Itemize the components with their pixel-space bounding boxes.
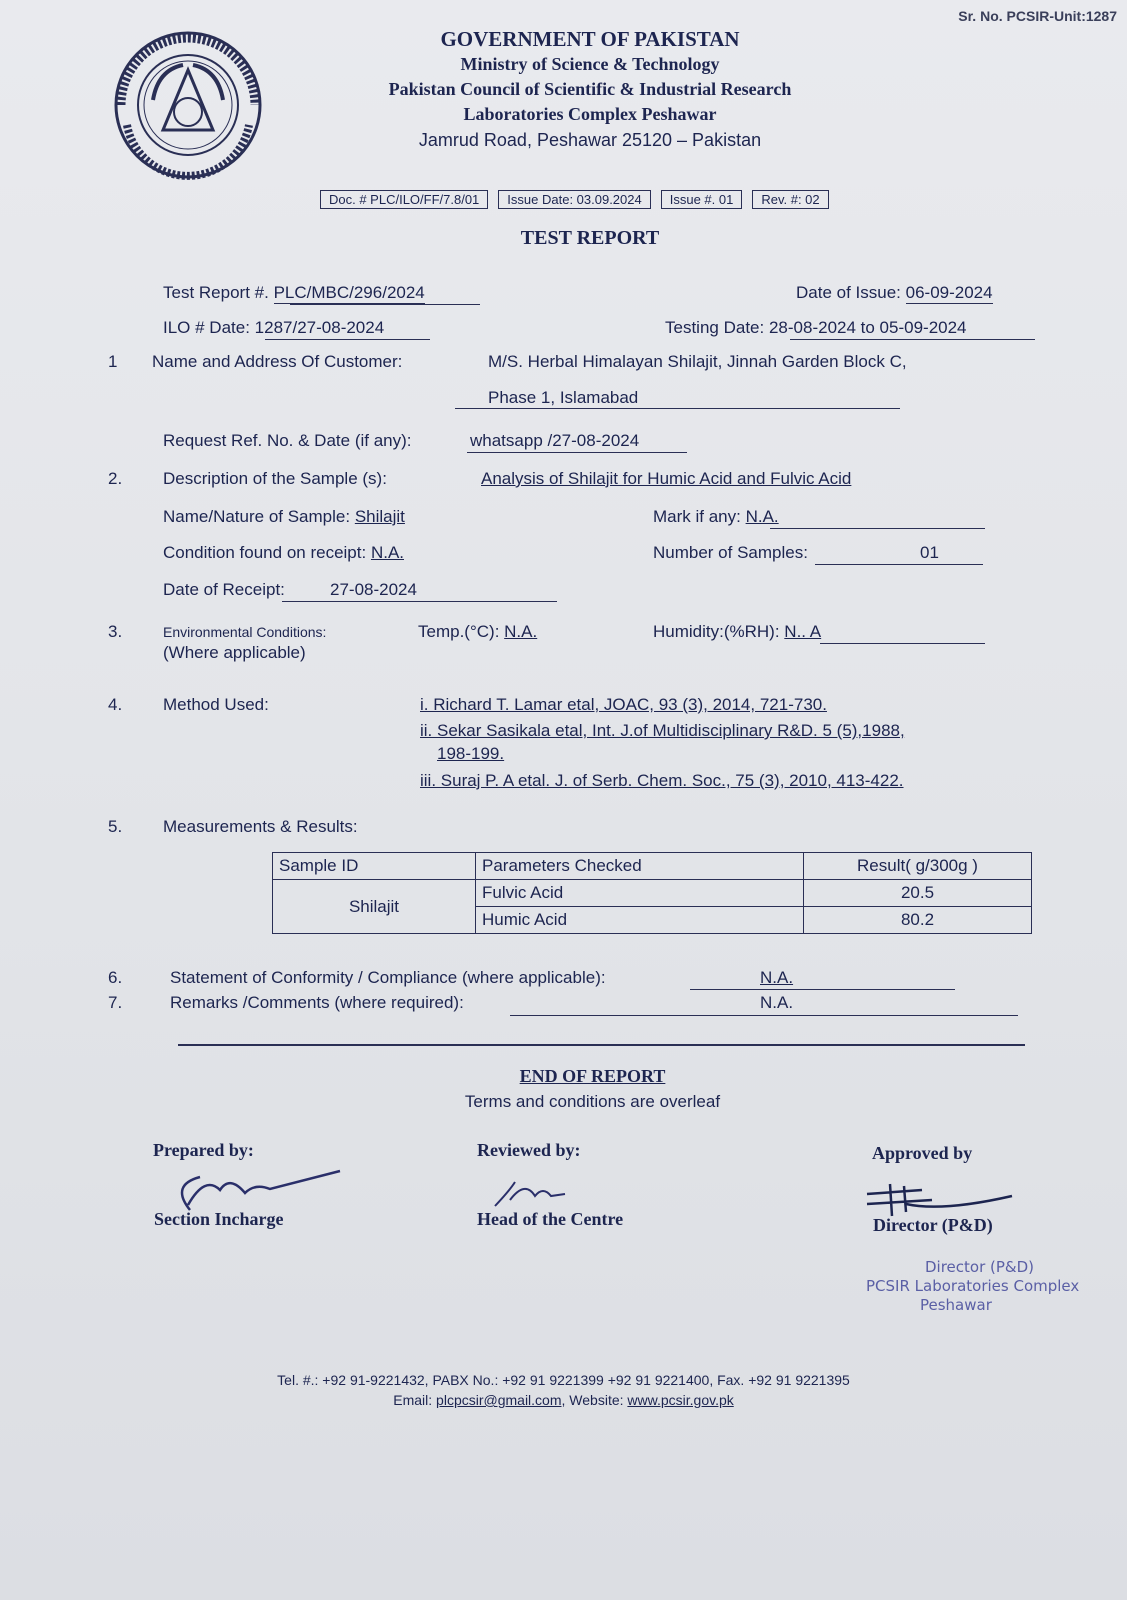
humidity-row: [653, 622, 821, 642]
table-header-row: [273, 853, 1032, 880]
issue-date: Issue Date: 03.09.2024: [498, 190, 650, 209]
method-item: ii. Sekar Sasikala etal, Int. J.of Multidisciplinary R&D. 5 (5),1988,: [420, 721, 905, 740]
header-ministry: Ministry of Science & Technology: [460, 54, 720, 74]
results-table: [272, 852, 1032, 934]
condition-row: [163, 543, 404, 563]
table-row: [273, 880, 1032, 907]
stamp-line: Peshawar: [920, 1296, 992, 1314]
method-item: i. Richard T. Lamar etal, JOAC, 93 (3), 2014, 721-730.: [420, 695, 827, 714]
request-value: whatsapp /27-08-2024: [470, 431, 640, 450]
section-6-number: 6.: [108, 968, 123, 987]
header-lab: Laboratories Complex Peshawar: [463, 104, 717, 124]
testing-date-label: Testing Date:: [665, 318, 765, 337]
document-control-bar: [320, 190, 829, 209]
pcsir-seal-logo: [113, 30, 263, 180]
method-label: Method Used:: [163, 695, 269, 714]
sample-name-label: Name/Nature of Sample:: [163, 507, 351, 526]
result-cell: 20.5: [804, 880, 1032, 907]
date-of-issue: 06-09-2024: [905, 283, 993, 302]
report-number-row: [163, 283, 425, 303]
footer-contact: Tel. #.: +92 91-9221432, PABX No.: +92 91 9221399 +92 91 9221400, Fax. +92 91 9221395: [277, 1372, 850, 1388]
reviewed-by-label: Reviewed by:: [477, 1140, 581, 1160]
stamp-line: Director (P&D): [925, 1258, 1035, 1276]
customer-name: M/S. Herbal Himalayan Shilajit, Jinnah Garden Block C,: [488, 352, 907, 371]
testing-date-row: [665, 318, 967, 338]
environmental-label: Environmental Conditions:: [163, 624, 327, 640]
ilo-value: 1287/27-08-2024: [254, 318, 385, 337]
terms-note: Terms and conditions are overleaf: [464, 1092, 721, 1111]
prepared-signature: [160, 1165, 350, 1215]
report-number-label: Test Report #.: [163, 283, 269, 302]
customer-address: Phase 1, Islamabad: [488, 388, 639, 407]
section-4-number: 4.: [108, 695, 123, 714]
sample-description-label: Description of the Sample (s):: [163, 469, 387, 488]
website-link[interactable]: www.pcsir.gov.pk: [627, 1392, 734, 1408]
doc-number: Doc. # PLC/ILO/FF/7.8/01: [320, 190, 488, 209]
sample-name: Shilajit: [354, 507, 405, 526]
header-result: Result( g/300g ): [804, 853, 1032, 880]
sample-description: Analysis of Shilajit for Humic Acid and Fulvic Acid: [481, 469, 852, 488]
section-7-number: 7.: [108, 993, 123, 1012]
issue-number: Issue #. 01: [661, 190, 743, 209]
header-parameters: Parameters Checked: [476, 853, 804, 880]
stamp-line: PCSIR Laboratories Complex: [866, 1277, 1080, 1295]
section-2-number: 2.: [108, 469, 123, 488]
date-of-receipt-label: Date of Receipt:: [163, 580, 285, 599]
end-of-report: END OF REPORT: [519, 1066, 666, 1086]
footer-links: Email: plcpcsir@gmail.com, Website: www.pcsir.gov.pk: [393, 1392, 734, 1408]
header-council: Pakistan Council of Scientific & Industrial Research: [388, 79, 792, 99]
parameter-cell: Humic Acid: [476, 907, 804, 934]
temp-row: [418, 622, 537, 642]
approved-role: Director (P&D): [873, 1215, 993, 1235]
conformity-value: N.A.: [760, 968, 794, 987]
humidity-label: Humidity:(%RH):: [653, 622, 780, 641]
temp-value: N.A.: [504, 622, 538, 641]
header-sample-id: Sample ID: [273, 853, 476, 880]
email-label: Email:: [393, 1392, 433, 1408]
approved-by-label: Approved by: [872, 1143, 973, 1163]
number-of-samples-label: Number of Samples:: [653, 543, 808, 562]
condition-value: N.A.: [370, 543, 404, 562]
section-3-number: 3.: [108, 622, 123, 641]
serial-number: Sr. No. PCSIR-Unit:1287: [958, 8, 1117, 24]
reviewed-role: Head of the Centre: [477, 1209, 624, 1229]
remarks-value: N.A.: [760, 993, 794, 1012]
testing-date: 28-08-2024 to 05-09-2024: [768, 318, 967, 337]
remarks-label: Remarks /Comments (where required):: [170, 993, 464, 1012]
website-label: Website:: [569, 1392, 624, 1408]
mark-label: Mark if any:: [653, 507, 741, 526]
mark-value: N.A.: [745, 507, 779, 526]
sample-name-row: [163, 507, 405, 527]
temp-label: Temp.(°C):: [418, 622, 500, 641]
prepared-role: Section Incharge: [154, 1209, 284, 1229]
conformity-label: Statement of Conformity / Compliance (where applicable):: [170, 968, 606, 987]
header-address: Jamrud Road, Peshawar 25120 – Pakistan: [418, 130, 762, 150]
email-link[interactable]: plcpcsir@gmail.com: [436, 1392, 562, 1408]
method-item-continued: 198-199.: [437, 744, 505, 763]
result-cell: 80.2: [804, 907, 1032, 934]
number-of-samples: 01: [920, 543, 939, 562]
date-of-receipt: 27-08-2024: [330, 580, 417, 599]
request-label: Request Ref. No. & Date (if any):: [163, 431, 412, 450]
revision-number: Rev. #: 02: [752, 190, 828, 209]
section-5-number: 5.: [108, 817, 123, 836]
reviewed-signature: [485, 1172, 575, 1210]
measurements-label: Measurements & Results:: [163, 817, 358, 836]
environmental-sub: (Where applicable): [163, 643, 306, 662]
parameter-cell: Fulvic Acid: [476, 880, 804, 907]
method-item: iii. Suraj P. A etal. J. of Serb. Chem. Soc., 75 (3), 2010, 413-422.: [420, 771, 904, 790]
date-of-issue-label: Date of Issue:: [796, 283, 901, 302]
header-government: GOVERNMENT OF PAKISTAN: [440, 27, 740, 51]
prepared-by-label: Prepared by:: [153, 1140, 254, 1160]
ilo-row: [163, 318, 384, 338]
sample-id-cell: Shilajit: [273, 880, 476, 934]
section-1-number: 1: [108, 352, 118, 371]
report-number: PLC/MBC/296/2024: [273, 283, 425, 302]
humidity-value: N.. A: [784, 622, 822, 641]
customer-label: Name and Address Of Customer:: [152, 352, 403, 371]
mark-row: [653, 507, 779, 527]
condition-label: Condition found on receipt:: [163, 543, 367, 562]
date-of-issue-row: [796, 283, 993, 303]
report-title: TEST REPORT: [520, 227, 660, 249]
ilo-label: ILO # Date:: [163, 318, 250, 337]
